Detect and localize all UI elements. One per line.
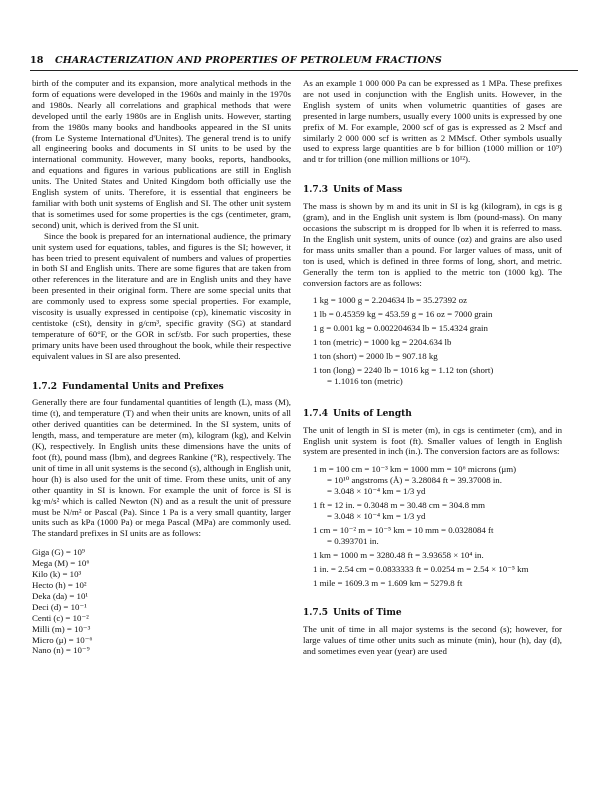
prefix-item: Deka (da) = 10¹ — [32, 590, 89, 601]
prefix-item: Hecto (h) = 10² — [32, 579, 87, 590]
body-paragraph: The unit of time in all major systems is the second (s); however, for large values of time other units such as minute (min), hour (h), day (d), and sometimes even year (year) are used — [303, 624, 562, 657]
equation-line: 1 ton (metric) = 1000 kg = 2204.634 lb — [313, 337, 452, 348]
equation-line: 1 km = 1000 m = 3280.48 ft = 3.93658 × 10⁴ in. — [313, 549, 484, 560]
section-heading-units-of-time — [303, 608, 562, 619]
section-heading-fundamental-units — [32, 382, 291, 393]
body-paragraph: The mass is shown by m and its unit in SI is kg (kilogram), in cgs is g (gram), and in the English unit system is lbm (pound-mass). On many occasions the subscript m is dropped for lb when it is referred to mass. In the English unit system, units of ounce (oz) and grains are also used for mass units smaller than a pound. For larger values of mass, unit of ton is used, which is defined in three forms of long, short, and metric. Generally the term ton is applied to the metric ton (1000 kg). The conversion factors are as follows: — [303, 201, 562, 288]
section-title: Units of Mass — [333, 185, 403, 196]
prefix-item: Nano (n) = 10⁻⁹ — [32, 645, 90, 656]
body-paragraph: As an example 1 000 000 Pa can be expressed as 1 MPa. These prefixes are not used in conjunction with the English units. However, in the English system of units when volumetric quantities of gases are presented in large numbers, usually every 1000 units is expressed by one prefix of M. For example, 2000 scf of gas is expressed as 2 Mscf and similarly 2 000 000 scf is written as 2 MMscf. Other symbols usually used to express large quantities are b for billion (1000 million or 10⁹) and tr for trillion (one million millions or 10¹²). — [303, 78, 562, 165]
section-title: Fundamental Units and Prefixes — [62, 381, 224, 392]
equation-continuation: = 3.048 × 10⁻⁴ km = 1/3 yd — [327, 486, 426, 497]
equation-line: 1 ft = 12 in. = 0.3048 m = 30.48 cm = 304.8 mm — [313, 500, 486, 511]
section-heading-units-of-mass — [303, 185, 562, 196]
equation-line: 1 m = 100 cm = 10⁻³ km = 1000 mm = 10⁶ microns (μm) — [313, 464, 517, 475]
prefix-item: Deci (d) = 10⁻¹ — [32, 601, 87, 612]
section-number: 1.7.2 — [32, 381, 58, 392]
prefix-item: Kilo (k) = 10³ — [32, 569, 82, 580]
header-rule — [30, 70, 578, 71]
section-title: Units of Length — [333, 408, 412, 419]
running-title: CHARACTERIZATION AND PROPERTIES OF PETROLEUM FRACTIONS — [55, 55, 442, 66]
prefix-item: Milli (m) = 10⁻³ — [32, 623, 91, 634]
equation-continuation: = 3.048 × 10⁻⁴ km = 1/3 yd — [327, 511, 426, 521]
length-conversion-equations — [303, 464, 562, 588]
right-column — [303, 78, 562, 657]
equation-line: 1 cm = 10⁻² m = 10⁻⁵ km = 10 mm = 0.0328084 ft — [313, 524, 494, 535]
equation-continuation: = 0.393701 in. — [327, 535, 379, 546]
page-number: 18 — [30, 55, 44, 66]
equation-line: 1 in. = 2.54 cm = 0.0833333 ft = 0.0254 m = 2.54 × 10⁻⁵ km — [313, 563, 529, 574]
equation-continuation: = 1.1016 ton (metric) — [327, 375, 403, 386]
equation-line: 1 mile = 1609.3 m = 1.609 km = 5279.8 ft — [313, 577, 463, 588]
section-title: Units of Time — [333, 608, 402, 619]
equation-line: 1 g = 0.001 kg = 0.002204634 lb = 15.4324 grain — [313, 323, 488, 334]
section-number: 1.7.3 — [303, 185, 329, 196]
running-header — [30, 55, 578, 66]
body-paragraph: Generally there are four fundamental quantities of length (L), mass (M), time (t), and temperature (T) and when their units are known, units of all other derived quantities can be determined. In the SI system, units of length, mass, and temperature are meter (m), kilogram (kg), and Kelvin (K), respectively. In English units these dimensions have the units of foot (ft), pound mass (lbm), and degrees Rankine (°R), respectively. The unit of time in all unit systems is the second (s), although in English unit, hour (h) is also used for the unit of time. From these units, unit of any other quantity in SI is known. For example the unit of force is SI is kg·m/s² which is called Newton (N) and as a result the unit of pressure must be N/m² or Pascal (Pa). Since 1 Pa is a very small quantity, larger units such as kPa (1000 Pa) or mega Pascal (MPa) are commonly used. The standard prefixes in SI units are as follows: — [32, 397, 291, 539]
equation-line: 1 lb = 0.45359 kg = 453.59 g = 16 oz = 7000 grain — [313, 309, 493, 320]
equation-continuation: = 10¹⁰ angstroms (Å) = 3.28084 ft = 39.37008 in. — [327, 475, 502, 486]
prefix-item: Giga (G) = 10⁹ — [32, 547, 86, 558]
prefix-item: Centi (c) = 10⁻² — [32, 612, 89, 623]
prefix-item: Mega (M) = 10⁶ — [32, 558, 90, 569]
equation-line: 1 kg = 1000 g = 2.204634 lb = 35.27392 oz — [313, 295, 468, 306]
equation-line: 1 ton (long) = 2240 lb = 1016 kg = 1.12 ton (short) — [313, 364, 494, 375]
section-number: 1.7.5 — [303, 608, 329, 619]
body-paragraph: birth of the computer and its expansion, more analytical methods in the form of equations were developed in the 1960s and mainly in the 1970s and 1980s. Nearly all correlations and graphical methods that were developed until the early 1980s are in English units. However, starting from the 1980s many books and handbooks appeared in the SI units (from Le Systeme International d'Unites). The general trend is to unify all engineering books and documents in SI units to be used by the international community. However, many books, reports, handbooks, and equations and figures in various publications are still in English units. The United States and United Kingdom both officially use the English system of units. Therefore, it is essential that engineers be familiar with both unit systems of English and SI. The other unit system that is sometimes used for some properties is the cgs (centimeter, gram, second) unit, which is derived from the SI unit. — [32, 78, 291, 230]
body-paragraph: Since the book is prepared for an international audience, the primary unit system used for equations, tables, and figures is the SI; however, it has been tried to present equivalent of numbers and values of properties in both SI and English units. There are some figures that are taken from other references in the literature and are in English units and they have been presented in their original form. There are some special units that are commonly used to express some special properties. For example, viscosity is usually expressed in centipoise (cp), kinematic viscosity in centistoke (cSt), density in g/cm³, specific gravity (SG) at standard temperature of 60°F, or the GOR in scf/stb. For such properties, these primary units have been used throughout the book, while their respective equivalent values in SI are also presented. — [32, 230, 291, 361]
equation-line: 1 ton (short) = 2000 lb = 907.18 kg — [313, 351, 438, 362]
section-number: 1.7.4 — [303, 408, 329, 419]
prefix-item: Micro (μ) = 10⁻⁶ — [32, 634, 93, 645]
mass-conversion-equations — [303, 295, 562, 386]
section-heading-units-of-length — [303, 409, 562, 420]
left-column — [32, 78, 291, 656]
prefix-list — [32, 547, 291, 656]
body-paragraph: The unit of length in SI is meter (m), in cgs is centimeter (cm), and in English unit system is foot (ft). Smaller values of length in English system are presented in inch (in.). The conversion factors are as follows: — [303, 424, 562, 457]
